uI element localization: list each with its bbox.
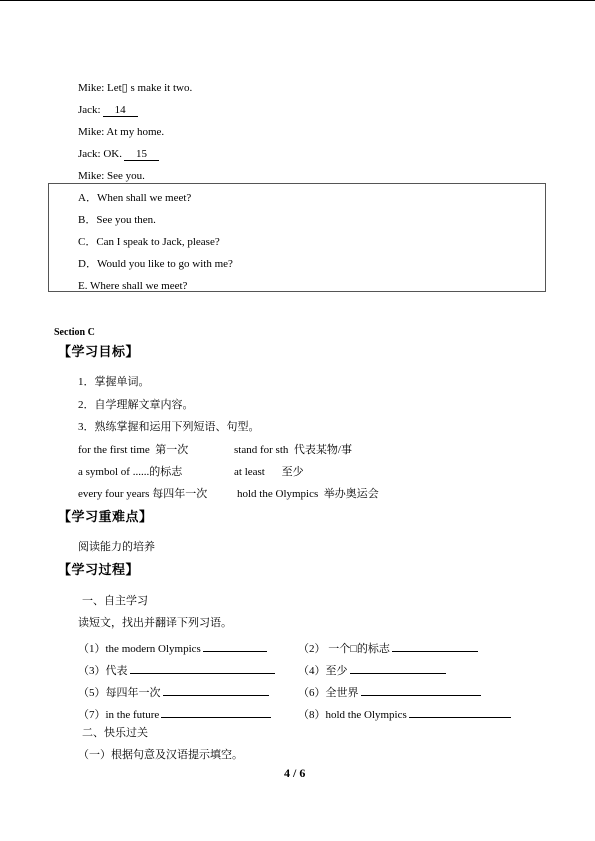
jack-2-prefix: Jack: OK. bbox=[78, 148, 122, 160]
top-rule bbox=[0, 0, 595, 1]
phrase-zh: 至少 bbox=[281, 466, 304, 478]
phrase-every-four-years: every four years 每四年一次 bbox=[78, 488, 208, 500]
phrase-en: stand for sth bbox=[234, 444, 289, 456]
item-label: （4）至少 bbox=[298, 665, 348, 677]
answer-blank[interactable] bbox=[203, 639, 267, 652]
item-label: （1）the modern Olympics bbox=[78, 643, 201, 655]
phrase-zh: 举办奥运会 bbox=[323, 488, 379, 500]
phrase-a-symbol-of: a symbol of ......的标志 bbox=[78, 466, 183, 478]
jack-1-prefix: Jack: bbox=[78, 104, 101, 116]
option-a: A．When shall we meet? bbox=[78, 192, 192, 204]
dialogue-line-jack-2 bbox=[78, 148, 159, 161]
item-label: （2） 一个□的标志 bbox=[298, 643, 390, 655]
translate-item-2 bbox=[298, 639, 478, 656]
blank-14[interactable]: 14 bbox=[103, 104, 138, 117]
blank-15[interactable]: 15 bbox=[124, 148, 159, 161]
phrase-zh: 代表某物/事 bbox=[293, 444, 352, 456]
process-step-1: 一、自主学习 bbox=[82, 595, 148, 607]
goal-item-1: 1．掌握单词。 bbox=[78, 376, 150, 388]
section-c-title: Section C bbox=[54, 327, 95, 338]
dialogue-line-jack-1 bbox=[78, 104, 138, 117]
answer-blank[interactable] bbox=[163, 683, 269, 696]
answer-blank[interactable] bbox=[161, 705, 271, 718]
phrase-at-least bbox=[234, 466, 304, 479]
translate-item-7 bbox=[78, 705, 271, 722]
page-number: 4 / 6 bbox=[284, 766, 306, 780]
goals-heading: 【学习目标】 bbox=[58, 345, 140, 360]
process-heading: 【学习过程】 bbox=[58, 563, 140, 578]
translate-item-8 bbox=[298, 705, 511, 722]
phrase-en: at least bbox=[234, 466, 265, 478]
answer-blank[interactable] bbox=[361, 683, 481, 696]
dialogue-line-mike-2: Mike: At my home. bbox=[78, 126, 165, 138]
process-instruction: 读短文，找出并翻译下列习语。 bbox=[78, 617, 232, 629]
translate-item-1 bbox=[78, 639, 267, 656]
answer-blank[interactable] bbox=[392, 639, 478, 652]
goal-item-3: 3．熟练掌握和运用下列短语、句型。 bbox=[78, 421, 260, 433]
translate-item-6 bbox=[298, 683, 481, 700]
phrase-for-the-first-time bbox=[78, 444, 188, 457]
option-b: B．See you then. bbox=[78, 214, 156, 226]
phrase-zh: 第一次 bbox=[155, 444, 189, 456]
item-label: （5）每四年一次 bbox=[78, 687, 161, 699]
phrase-en: for the first time bbox=[78, 444, 150, 456]
answer-blank[interactable] bbox=[130, 661, 275, 674]
item-label: （3）代表 bbox=[78, 665, 128, 677]
process-sub-1: （一）根据句意及汉语提示填空。 bbox=[78, 749, 243, 761]
answer-blank[interactable] bbox=[409, 705, 511, 718]
keypoints-heading: 【学习重难点】 bbox=[58, 510, 153, 525]
dialogue-line-mike-3: Mike: See you. bbox=[78, 170, 145, 182]
answer-blank[interactable] bbox=[350, 661, 446, 674]
item-label: （6）全世界 bbox=[298, 687, 359, 699]
translate-item-3 bbox=[78, 661, 275, 678]
phrase-en: hold the Olympics bbox=[237, 488, 319, 500]
translate-item-5 bbox=[78, 683, 269, 700]
item-label: （8）hold the Olympics bbox=[298, 709, 407, 721]
translate-item-4 bbox=[298, 661, 446, 678]
phrase-hold-the-olympics bbox=[237, 488, 379, 501]
option-e: E. Where shall we meet? bbox=[78, 280, 188, 292]
keypoints-text: 阅读能力的培养 bbox=[78, 541, 155, 553]
process-step-2: 二、快乐过关 bbox=[82, 727, 148, 739]
goal-item-2: 2．自学理解文章内容。 bbox=[78, 399, 194, 411]
item-label: （7）in the future bbox=[78, 709, 160, 721]
option-d: D．Would you like to go with me? bbox=[78, 258, 233, 270]
dialogue-line-mike-1: Mike: Let▯ s make it two. bbox=[78, 82, 193, 94]
phrase-stand-for bbox=[234, 444, 352, 457]
option-c: C．Can I speak to Jack, please? bbox=[78, 236, 220, 248]
